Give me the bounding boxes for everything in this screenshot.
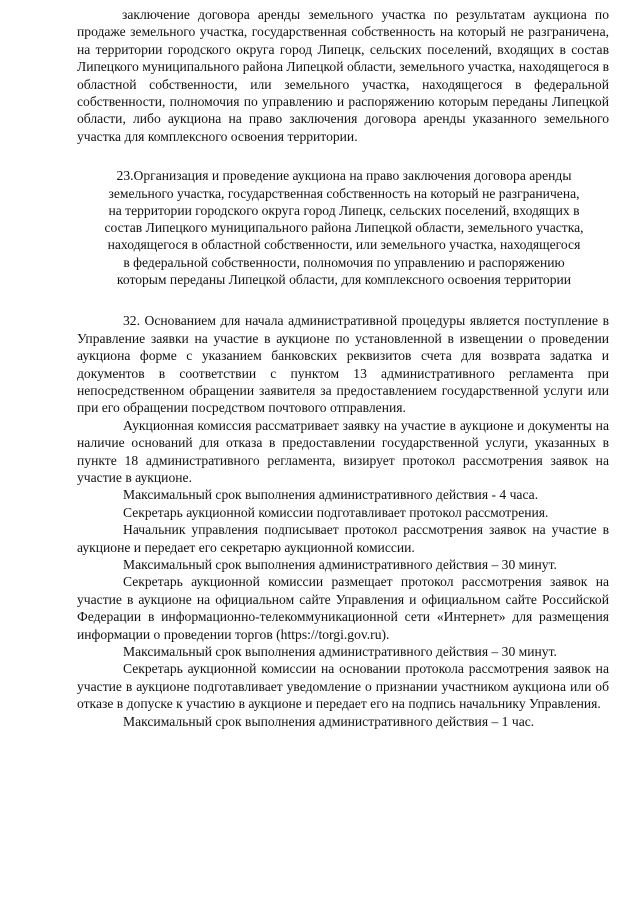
paragraph-32: 32. Основанием для начала административной процедуры является поступление в Управление заявки на участие в аукционе по установленной в извещении о проведении аукциона форме с указанием банковских реквизитов счета для возврата задатка и документов в соответствии с пунктом 13 административного регламента при непосредственном обращении заявителя за предоставлением государственной услуги или при его обращении посредством почтового отправления. xyxy=(77,313,609,416)
paragraph-deadline-4h: Максимальный срок выполнения административного действия - 4 часа. xyxy=(123,487,539,503)
section-heading: 23.Организация и проведение аукциона на право заключения договора аренды земельного участка, государственная собственность на который не разграничена, на территории городского округа город Липецк, сельских поселений, входящих в состав Липецкого муниципального района Липецкой области, земельного участка, находящегося в областной собственности, или земельного участка, находящегося в федеральной собственности, полномочия по управлению и распоряжению которым переданы Липецкой области, для комплексного освоения территории xyxy=(104,168,584,288)
paragraph-secretary-prepares: Секретарь аукционной комиссии подготавливает протокол рассмотрения. xyxy=(123,504,549,520)
paragraph-secretary-publishes: Секретарь аукционной комиссии размещает протокол рассмотрения заявок на участие в аукционе на официальном сайте Управления и официальном сайте Российской Федерации в информационно-телекоммуникационной сети «Интернет» для размещения информации о проведении торгов (https://torgi.gov.ru). xyxy=(77,574,609,642)
paragraph-notification: Секретарь аукционной комиссии на основании протокола рассмотрения заявок на участие в аукционе подготавливает уведомление о признании участником аукциона или об отказе в допуске к участию в аукционе и передает его на подпись начальнику Управления. xyxy=(77,661,609,712)
intro-paragraph: заключение договора аренды земельного участка по результатам аукциона по продаже земельного участка, государственная собственность на который не разграничена, на территории городского округа город Липецк, сельских поселений, входящих в состав Липецкого муниципального района Липецкой области, земельного участка, находящегося в областной собственности, или земельного участка, находящегося в федеральной собственности, полномочия по управлению и распоряжению которым переданы Липецкой области, либо аукциона на право заключения договора аренды указанного земельного участка для комплексного освоения территории. xyxy=(77,7,609,144)
paragraph-commission-review: Аукционная комиссия рассматривает заявку на участие в аукционе и документы на наличие оснований для отказа в предоставлении государственной услуги, указанных в пункте 18 административного регламента, визирует протокол рассмотрения заявок на участие в аукционе. xyxy=(77,417,609,485)
paragraph-deadline-30m-1: Максимальный срок выполнения административного действия – 30 минут. xyxy=(123,557,557,573)
paragraph-deadline-30m-2: Максимальный срок выполнения административного действия – 30 минут. xyxy=(123,644,557,660)
paragraph-deadline-1h: Максимальный срок выполнения административного действия – 1 час. xyxy=(123,713,535,729)
document-page xyxy=(77,6,609,730)
paragraph-head-signs: Начальник управления подписывает протокол рассмотрения заявок на участие в аукционе и передает его секретарю аукционной комиссии. xyxy=(77,522,609,555)
